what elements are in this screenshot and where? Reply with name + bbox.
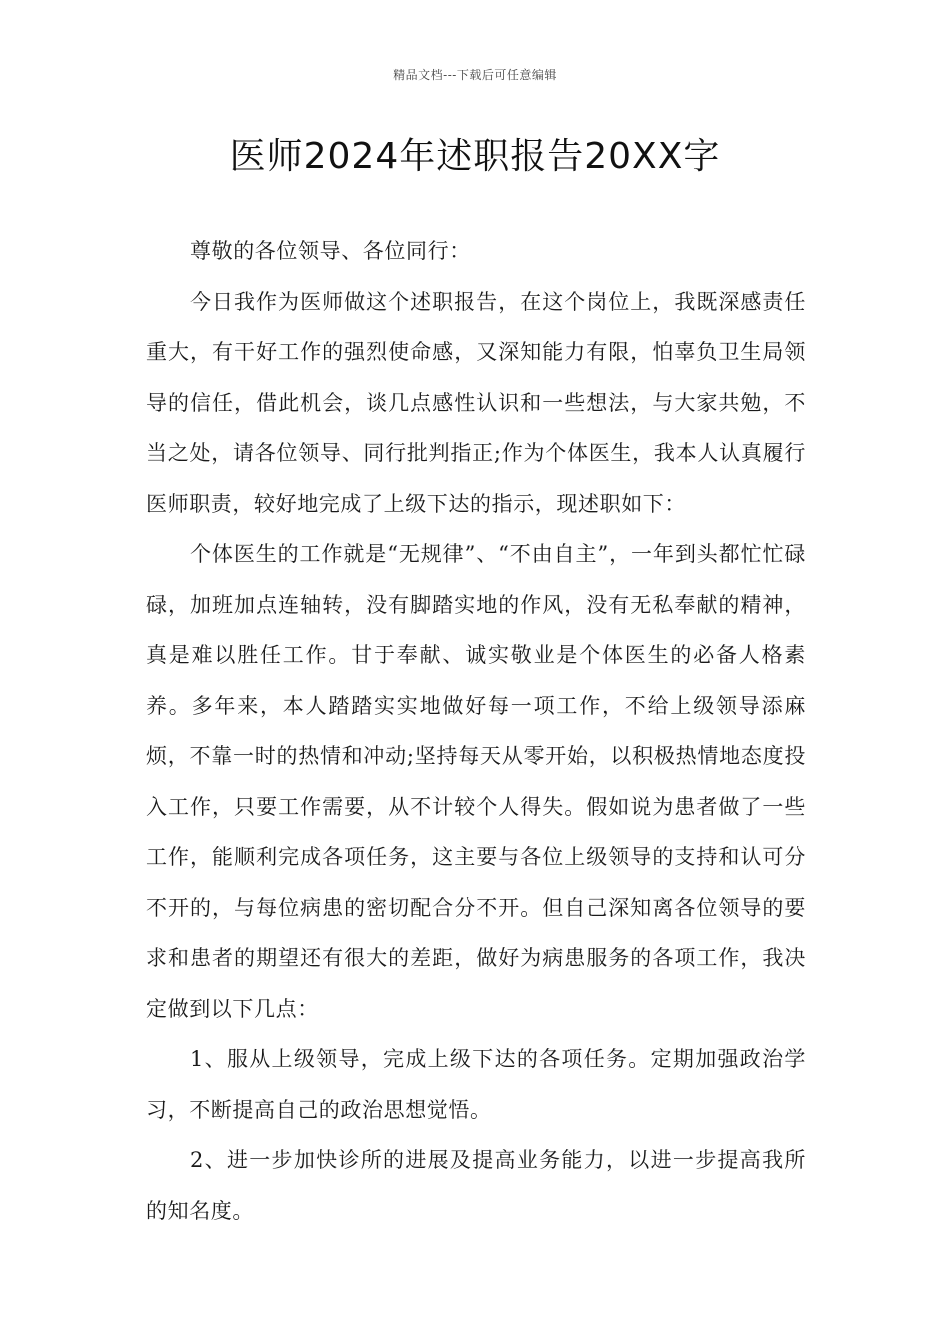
salutation-paragraph: 尊敬的各位领导、各位同行：	[190, 239, 471, 263]
work-paragraph: 个体医生的工作就是“无规律”、“不由自主”，一年到头都忙忙碌碌，加班加点连轴转，没有脚踏实地的作风，没有无私奉献的精神，真是难以胜任工作。甘于奉献、诚实敬业是个体医生的必备人格素养。多年来，本人踏踏实实地做好每一项工作，不给上级领导添麻烦，不靠一时的热情和冲动;坚持每天从零开始，以积极热情地态度投入工作，只要工作需要，从不计较个人得失。假如说为患者做了一些工作，能顺利完成各项任务，这主要与各位上级领导的支持和认可分不开的，与每位病患的密切配合分不开。但自己深知离各位领导的要求和患者的期望还有很大的差距，做好为病患服务的各项工作，我决定做到以下几点：	[146, 542, 806, 1021]
document-body	[146, 226, 806, 1236]
document-title: 医师2024年述职报告20XX字	[229, 136, 721, 177]
intro-paragraph: 今日我作为医师做这个述职报告，在这个岗位上，我既深感责任重大，有干好工作的强烈使命感，又深知能力有限，怕辜负卫生局领导的信任，借此机会，谈几点感性认识和一些想法，与大家共勉，不当之处，请各位领导、同行批判指正;作为个体医生，我本人认真履行医师职责，较好地完成了上级下达的指示，现述职如下：	[146, 289, 806, 516]
point-2-paragraph: 2、进一步加快诊所的进展及提高业务能力，以进一步提高我所的知名度。	[146, 1148, 806, 1223]
point-1-paragraph: 1、服从上级领导，完成上级下达的各项任务。定期加强政治学习，不断提高自己的政治思想觉悟。	[146, 1047, 806, 1122]
header-note: 精品文档---下载后可任意编辑	[393, 68, 557, 82]
